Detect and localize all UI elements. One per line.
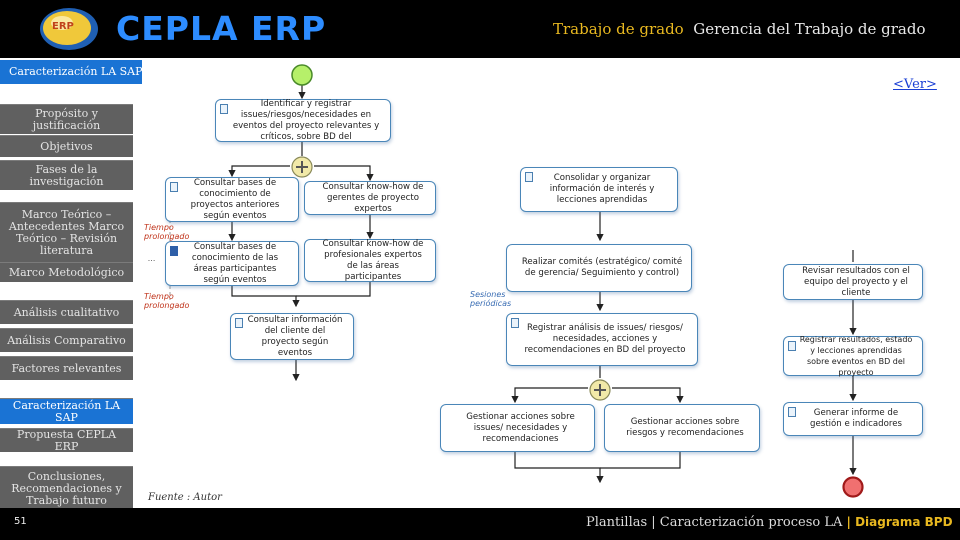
header-titles [553, 20, 926, 38]
annotation-sesiones: Sesiones periódicas [470, 290, 512, 308]
task-registrar-analisis[interactable]: Registrar análisis de issues/ riesgos/ necesidades, acciones y recomendaciones en BD del proyecto [506, 313, 698, 366]
annotation-ellipsis: ... [148, 254, 156, 263]
envelope-icon [170, 246, 178, 256]
task-gestionar-issues[interactable]: Gestionar acciones sobre issues/ necesidades y recomendaciones [440, 404, 595, 452]
sidebar-item-caracterizacion[interactable]: Caracterización LA SAP [0, 398, 133, 424]
page-number: 51 [14, 516, 27, 527]
sidebar [0, 100, 137, 510]
sidebar-item-marco-teorico[interactable]: Marco Teórico – Antecedentes Marco Teórico – Revisión literatura [0, 202, 133, 262]
end-event [842, 476, 864, 498]
document-icon [511, 318, 519, 328]
header-title-highlight[interactable]: Trabajo de grado [553, 20, 684, 38]
sidebar-item-analisis-comparativo[interactable]: Análisis Comparativo [0, 328, 133, 352]
svg-text:ERP: ERP [52, 21, 74, 32]
sidebar-item-objetivos[interactable]: Objetivos [0, 135, 133, 157]
annotation-tiempo-1: Tiempo prolongado [144, 223, 190, 241]
header-title-rest[interactable]: Gerencia del Trabajo de grado [693, 20, 926, 38]
task-generar-informe[interactable]: Generar informe de gestión e indicadores [783, 402, 923, 436]
task-consolidar[interactable]: Consolidar y organizar información de interés y lecciones aprendidas [520, 167, 678, 212]
sidebar-item-marco-metodologico[interactable]: Marco Metodológico [0, 262, 133, 282]
section-tab[interactable]: Caracterización LA SAP [0, 60, 142, 84]
document-icon [235, 318, 243, 328]
task-consultar-bases-proyectos[interactable]: Consultar bases de conocimiento de proyectos anteriores según eventos [165, 177, 299, 222]
ver-link[interactable]: <Ver> [893, 77, 937, 92]
task-consultar-bases-areas[interactable]: Consultar bases de conocimiento de las áreas participantes según eventos [165, 241, 299, 286]
sidebar-item-propuesta[interactable]: Propuesta CEPLA ERP [0, 428, 133, 452]
footer-text [586, 515, 953, 530]
task-identificar[interactable]: Identificar y registrar issues/riesgos/necesidades en eventos del proyecto relevantes y críticos, sobre BD del [215, 99, 391, 142]
annotation-tiempo-2: Tiempo prolongado [144, 292, 190, 310]
task-consultar-cliente[interactable]: Consultar información del cliente del proyecto según eventos [230, 313, 354, 360]
task-gestionar-riesgos[interactable]: Gestionar acciones sobre riesgos y recomendaciones [604, 404, 760, 452]
document-icon [170, 182, 178, 192]
start-event [290, 63, 314, 87]
sidebar-item-conclusiones[interactable]: Conclusiones, Recomendaciones y Trabajo futuro [0, 466, 133, 510]
sidebar-item-analisis-cualitativo[interactable]: Análisis cualitativo [0, 300, 133, 324]
parallel-gateway-1 [291, 156, 313, 178]
task-consultar-knowhow-gerentes[interactable]: Consultar know-how de gerentes de proyecto expertos [304, 181, 436, 215]
erp-logo [38, 6, 100, 52]
sidebar-item-fases[interactable]: Fases de la investigación [0, 160, 133, 190]
task-revisar-resultados[interactable]: Revisar resultados con el equipo del proyecto y el cliente [783, 264, 923, 300]
document-icon [788, 407, 796, 417]
sidebar-item-proposito[interactable]: Propósito y justificación [0, 104, 133, 134]
document-icon [788, 341, 796, 351]
brand-title: CEPLA ERP [116, 9, 327, 48]
task-registrar-resultados[interactable]: Registrar resultados, estado y lecciones aprendidas sobre eventos en BD del proyecto [783, 336, 923, 376]
footer-breadcrumb: Plantillas | Caracterización proceso LA [586, 515, 843, 530]
footer-strong: | Diagrama BPD [846, 515, 953, 529]
task-realizar-comites[interactable]: Realizar comités (estratégico/ comité de gerencia/ Seguimiento y control) [506, 244, 692, 292]
source-caption: Fuente : Autor [148, 492, 222, 503]
document-icon [220, 104, 228, 114]
task-consultar-knowhow-profesionales[interactable]: Consultar know-how de profesionales expertos de las áreas participantes [304, 239, 436, 282]
parallel-gateway-2 [589, 379, 611, 401]
sidebar-item-factores[interactable]: Factores relevantes [0, 356, 133, 380]
document-icon [525, 172, 533, 182]
